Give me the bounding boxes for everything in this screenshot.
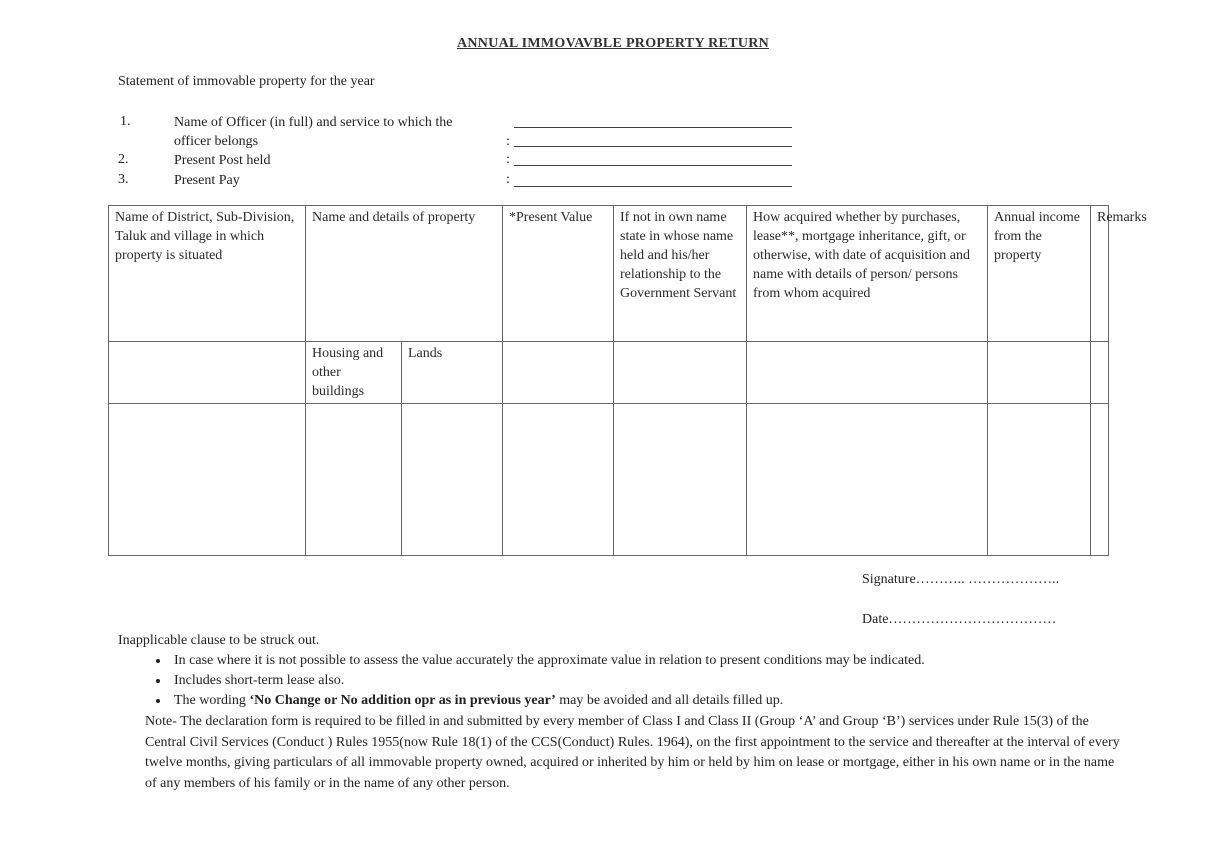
header-name-relationship: If not in own name state in whose name held and his/her relationship to the Government Servant (614, 206, 747, 342)
header-how-acquired: How acquired whether by purchases, lease**, mortgage inheritance, gift, or otherwise, with date of acquisition and name with details of person/ persons from whom acquired (747, 206, 988, 342)
statement-line: Statement of immovable property for the year (118, 74, 375, 89)
header-annual-income: Annual income from the property (988, 206, 1091, 342)
question-officer-name: Name of Officer (in full) and service to which the officer belongs (174, 115, 453, 149)
subheader-cell (503, 342, 614, 404)
subheader-cell (614, 342, 747, 404)
list-item (170, 691, 1170, 711)
officer-name-field[interactable] (514, 127, 792, 128)
colon: : (506, 134, 510, 149)
entry-lands-cell[interactable] (402, 404, 503, 556)
entry-housing-cell[interactable] (306, 404, 402, 556)
colon: : (506, 152, 510, 167)
subheader-cell (747, 342, 988, 404)
date-line: Date……………………………… (862, 612, 1057, 627)
question-present-post: Present Post held (174, 153, 271, 168)
entry-acquired-cell[interactable] (747, 404, 988, 556)
question-number: 3. (118, 172, 129, 187)
header-present-value: *Present Value (503, 206, 614, 342)
page-title: ANNUAL IMMOVAVBLE PROPERTY RETURN (456, 36, 770, 51)
header-property-details: Name and details of property (306, 206, 503, 342)
subheader-lands: Lands (402, 342, 503, 404)
present-pay-field[interactable] (514, 186, 792, 187)
inapplicable-clause-note: Inapplicable clause to be struck out. (118, 633, 320, 648)
declaration-note: Note- The declaration form is required to be filled in and submitted by every member of Class I and Class II (Group ‘A’ and Group ‘B’) services under Rule 15(3) of the Central Civil Services (Conduct ) Rules 1955(now Rule 18(1) of the CCS(Conduct) Rules. 1964), on the first appointment to the service and thereafter at the interval of every twelve months, giving particulars of all immovable property owned, acquired or inherited by him or held by him on lease or mortgage, either in his own name or in the name of any members of his family or in the name of any other person. (145, 714, 1120, 791)
list-item: • In case where it is not possible to assess the value accurately the approximate value in relation to present conditions may be indicated. (170, 651, 1170, 671)
property-table (108, 205, 1147, 556)
entry-income-cell[interactable] (988, 404, 1091, 556)
entry-value-cell[interactable] (503, 404, 614, 556)
entry-remarks-cell[interactable] (1091, 404, 1109, 556)
question-number: 2. (118, 152, 129, 167)
subheader-housing: Housing and other buildings (306, 342, 402, 404)
bullet-bold-text: ‘No Change or No addition opr as in previous year’ (249, 693, 556, 708)
question-number: 1. (120, 114, 131, 129)
entry-relationship-cell[interactable] (614, 404, 747, 556)
colon: : (506, 172, 510, 187)
list-item: • Includes short-term lease also. (170, 671, 1170, 691)
subheader-cell (109, 342, 306, 404)
subheader-cell (1091, 342, 1109, 404)
present-post-field[interactable] (514, 165, 792, 166)
header-location: Name of District, Sub-Division, Taluk and village in which property is situated (109, 206, 306, 342)
question-present-pay: Present Pay (174, 173, 240, 188)
bullet-text: may be avoided and all details filled up. (555, 693, 784, 708)
notes-list (118, 651, 1170, 711)
subheader-cell (988, 342, 1091, 404)
signature-line: Signature……….. ……………….. (862, 572, 1060, 587)
entry-location-cell[interactable] (109, 404, 306, 556)
service-field[interactable] (514, 146, 792, 147)
header-remarks: Remarks (1091, 206, 1109, 342)
bullet-text: The wording (174, 693, 250, 708)
